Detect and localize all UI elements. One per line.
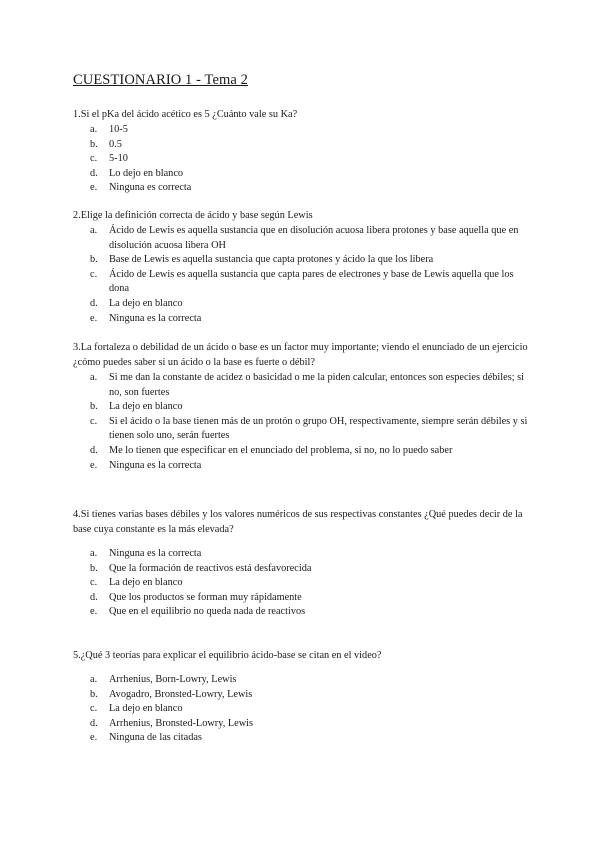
question-text: 5.¿Qué 3 teorías para explicar el equilibrio ácido-base se citan en el video? [73,650,382,661]
option-letter: e. [90,606,98,618]
option-list [73,673,528,746]
option-text: Ninguna es la correcta [109,548,202,559]
option-letter: a. [90,124,98,135]
option-item [73,702,528,717]
question-3 [73,340,528,473]
option-letter: a. [90,225,98,236]
option-text: 0.5 [109,138,122,150]
option-item [73,731,528,746]
question-1 [73,107,528,196]
option-letter: c. [90,703,98,715]
option-letter: a. [90,372,98,383]
option-text: La dejo en blanco [109,703,183,715]
option-list [73,547,528,620]
question-text: 1.Si el pKa del ácido acético es 5 ¿Cuánto vale su Ka? [73,109,298,120]
option-text: Ninguna es la correcta [109,459,202,471]
option-text: Que en el equilibrio no queda nada de reactivos [109,606,306,618]
option-text: Arrhenius, Bronsted-Lowry, Lewis [109,717,254,729]
option-item [73,253,528,268]
option-item [73,167,528,182]
question-4 [73,507,528,620]
option-text: Ninguna es la correcta [109,312,202,324]
question-text: 4.Si tienes varias bases débiles y los valores numéricos de sus respectivas constantes ¿Qué puedes decir de la base cuya constante es la más elevada? [73,509,523,535]
option-letter: e. [90,459,98,471]
option-letter: c. [90,577,98,589]
option-letter: c. [90,415,98,427]
option-letter: b. [90,688,98,700]
option-letter: d. [90,297,98,309]
option-text: Base de Lewis es aquella sustancia que capta protones y ácido la que los libera [109,254,434,266]
option-item [73,717,528,732]
option-letter: d. [90,444,98,456]
option-text: Ninguna de las citadas [109,732,202,744]
option-text: Ninguna es correcta [109,182,192,194]
option-item [73,371,528,400]
option-item [73,562,528,577]
option-letter: a. [90,548,98,559]
option-item [73,576,528,591]
option-item [73,459,528,474]
option-text: Que la formación de reactivos está desfavorecida [109,562,312,574]
option-letter: b. [90,401,98,413]
option-list [73,224,528,326]
option-item [73,297,528,312]
option-text: Ácido de Lewis es aquella sustancia que en disolución acuosa libera protones y base aquella que en disolución acuosa libera OH [109,225,519,251]
option-text: Que los productos se forman muy rápidamente [109,591,302,603]
option-letter: b. [90,562,98,574]
option-item [73,673,528,688]
option-list [73,371,528,473]
option-letter: c. [90,268,98,280]
option-letter: a. [90,674,98,685]
option-text: Me lo tienen que especificar en el enunciado del problema, si no, no lo puedo saber [109,444,453,456]
option-letter: b. [90,254,98,266]
option-letter: d. [90,591,98,603]
option-item [73,152,528,167]
option-text: Arrhenius, Born-Lowry, Lewis [109,674,237,685]
option-letter: e. [90,182,98,194]
option-list [73,123,528,196]
question-5 [73,648,528,746]
option-item [73,400,528,415]
option-item [73,444,528,459]
option-text: Lo dejo en blanco [109,167,184,179]
option-text: Si me dan la constante de acidez o basicidad o me la piden calcular, entonces son especies débiles; si no, son fuertes [109,372,525,398]
option-item [73,268,528,297]
question-2 [73,208,528,326]
question-text: 2.Elige la definición correcta de ácido y base según Lewis [73,210,313,221]
option-text: La dejo en blanco [109,577,183,589]
option-item [73,547,528,562]
option-letter: d. [90,167,98,179]
option-letter: d. [90,717,98,729]
option-item [73,123,528,138]
option-item [73,224,528,253]
option-letter: e. [90,732,98,744]
option-text: 10-5 [109,124,128,135]
option-text: Ácido de Lewis es aquella sustancia que capta pares de electrones y base de Lewis aquella que los dona [109,268,514,295]
option-item [73,605,528,620]
option-text: 5-10 [109,153,128,165]
option-letter: c. [90,153,98,165]
document-title: CUESTIONARIO 1 - Tema 2 [73,72,248,88]
option-item [73,312,528,327]
option-letter: e. [90,312,98,324]
option-letter: b. [90,138,98,150]
option-item [73,181,528,196]
question-text: 3.La fortaleza o debilidad de un ácido o base es un factor muy importante; viendo el enunciado de un ejercicio ¿cómo puedes saber si un ácido o la base es fuerte o débil? [73,342,528,368]
option-text: La dejo en blanco [109,297,183,309]
option-text: Si el ácido o la base tienen más de un protón o grupo OH, respectivamente, siempre serán débiles y si tienen solo uno, serán fuertes [109,415,528,442]
option-text: La dejo en blanco [109,401,183,413]
option-text: Avogadro, Bronsted-Lowry, Lewis [109,688,253,700]
option-item [73,138,528,153]
option-item [73,415,528,444]
option-item [73,591,528,606]
option-item [73,688,528,703]
